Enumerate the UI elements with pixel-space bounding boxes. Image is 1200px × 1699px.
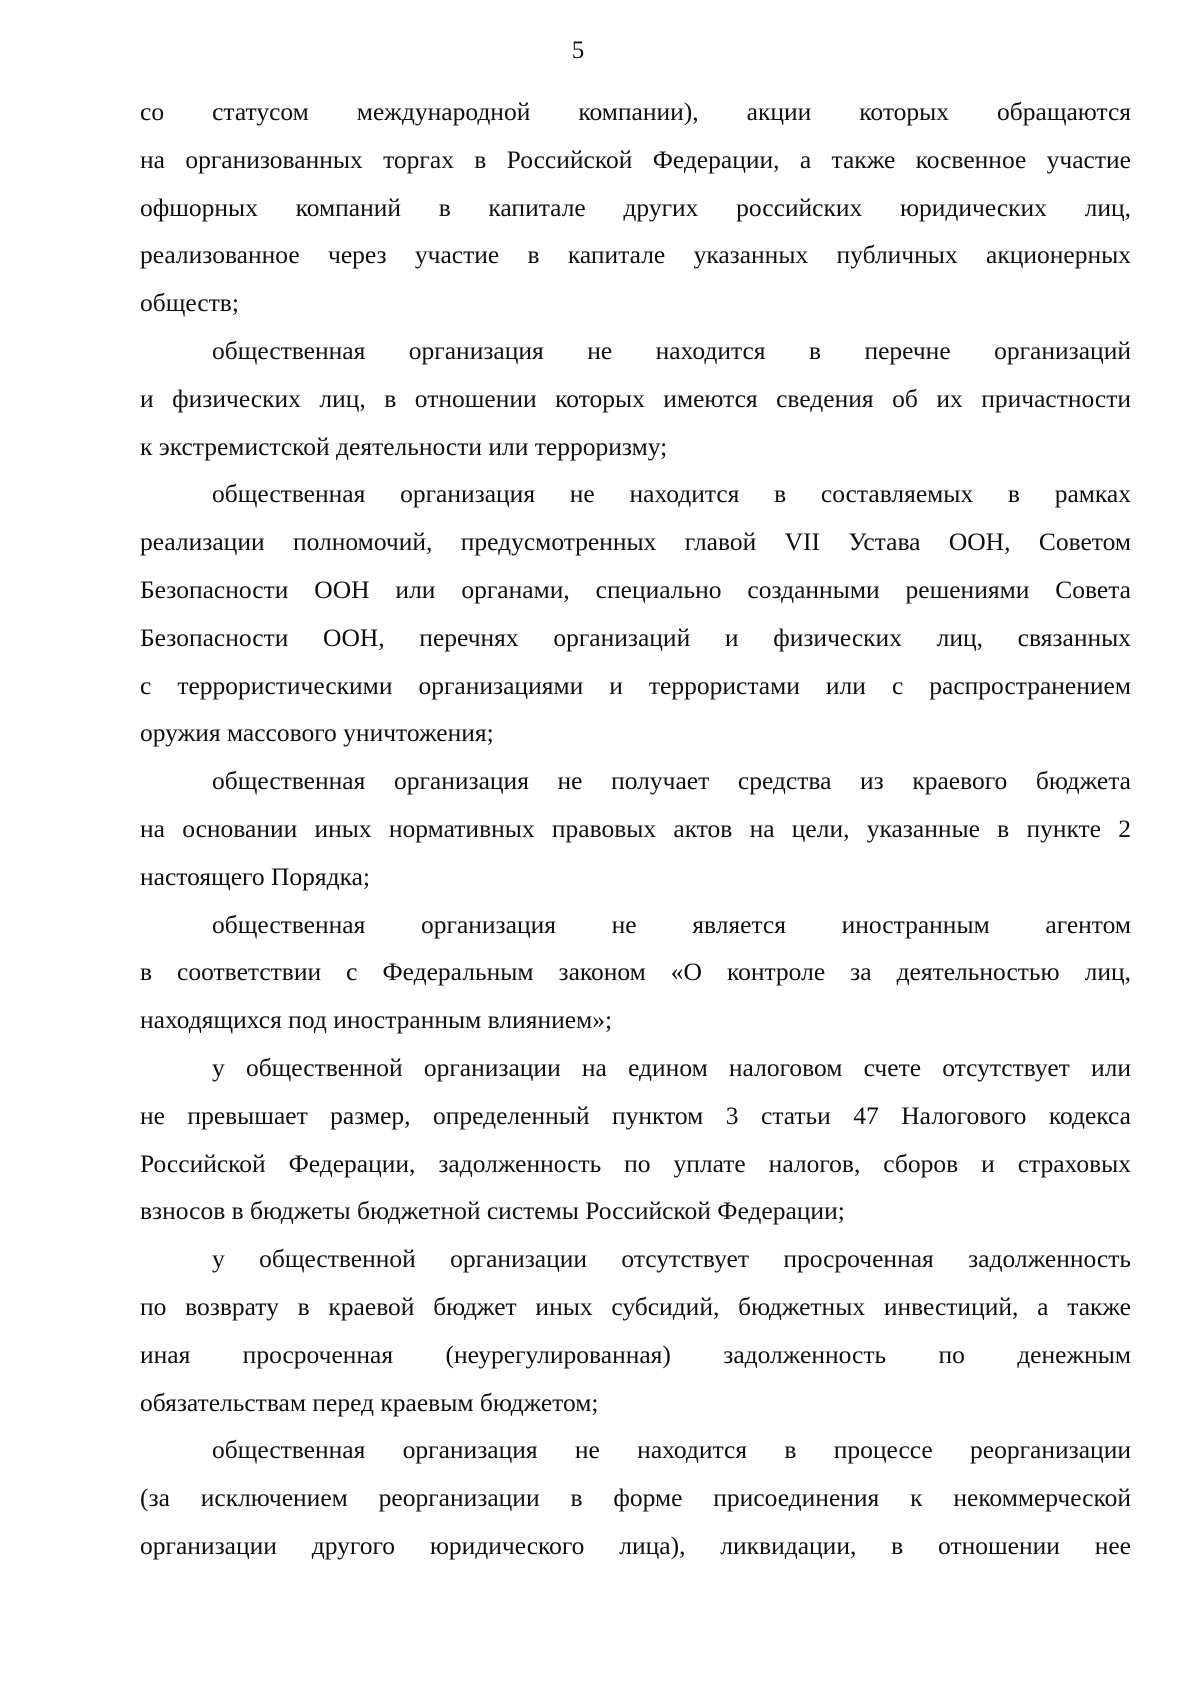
text-line: у общественной организации отсутствует просроченная задолженность: [212, 1244, 1131, 1274]
paragraph: [140, 757, 1131, 900]
paragraph: [140, 901, 1131, 1044]
text-line: иная просроченная (неурегулированная) задолженность по денежным: [140, 1339, 1131, 1369]
paragraph: [140, 88, 1131, 327]
text-line: Безопасности ООН, перечнях организаций и физических лиц, связанных: [140, 622, 1131, 652]
text-line: и физических лиц, в отношении которых имеются сведения об их причастности: [140, 383, 1131, 413]
text-line: обществ;: [140, 288, 239, 318]
text-line: Российской Федерации, задолженность по уплате налогов, сборов и страховых: [140, 1148, 1131, 1178]
text-line: по возврату в краевой бюджет иных субсидий, бюджетных инвестиций, а также: [140, 1291, 1131, 1321]
text-line: Безопасности ООН или органами, специально созданными решениями Совета: [140, 574, 1131, 604]
text-line: со статусом международной компании), акции которых обращаются: [140, 97, 1131, 126]
paragraph: [140, 1044, 1131, 1235]
paragraph: [140, 470, 1131, 757]
text-line: общественная организация не получает средства из краевого бюджета: [212, 766, 1131, 796]
paragraph: [140, 327, 1131, 470]
text-line: реализованное через участие в капитале указанных публичных акционерных: [140, 240, 1131, 270]
text-line: общественная организация не находится в перечне организаций: [212, 335, 1131, 365]
text-line: обязательствам перед краевым бюджетом;: [140, 1387, 599, 1417]
page-number: 5: [571, 37, 585, 64]
text-line: общественная организация не находится в составляемых в рамках: [212, 479, 1131, 509]
text-line: с террористическими организациями и террористами или с распространением: [140, 670, 1131, 700]
text-line: взносов в бюджеты бюджетной системы Российской Федерации;: [140, 1196, 845, 1226]
text-line: общественная организация не является иностранным агентом: [212, 909, 1131, 939]
text-line: на организованных торгах в Российской Федерации, а также косвенное участие: [140, 144, 1131, 174]
paragraph: [140, 1235, 1131, 1426]
text-line: настоящего Порядка;: [140, 861, 371, 891]
text-line: у общественной организации на едином налоговом счете отсутствует или: [212, 1052, 1131, 1082]
text-line: (за исключением реорганизации в форме присоединения к некоммерческой: [140, 1483, 1131, 1513]
text-line: находящихся под иностранным влиянием»;: [140, 1005, 613, 1035]
text-line: оружия массового уничтожения;: [140, 718, 494, 748]
paragraph: [140, 1426, 1131, 1569]
text-line: общественная организация не находится в процессе реорганизации: [212, 1435, 1131, 1465]
text-line: не превышает размер, определенный пунктом 3 статьи 47 Налогового кодекса: [140, 1100, 1131, 1130]
text-line: организации другого юридического лица), ликвидации, в отношении нее: [140, 1530, 1131, 1560]
text-line: офшорных компаний в капитале других российских юридических лиц,: [140, 192, 1131, 222]
text-line: реализации полномочий, предусмотренных главой VII Устава ООН, Советом: [140, 527, 1131, 557]
text-line: на основании иных нормативных правовых актов на цели, указанные в пункте 2: [140, 813, 1131, 843]
document-body: [140, 88, 1131, 1570]
text-line: к экстремистской деятельности или терроризму;: [140, 431, 668, 461]
text-line: в соответствии с Федеральным законом «О контроле за деятельностью лиц,: [140, 957, 1131, 987]
